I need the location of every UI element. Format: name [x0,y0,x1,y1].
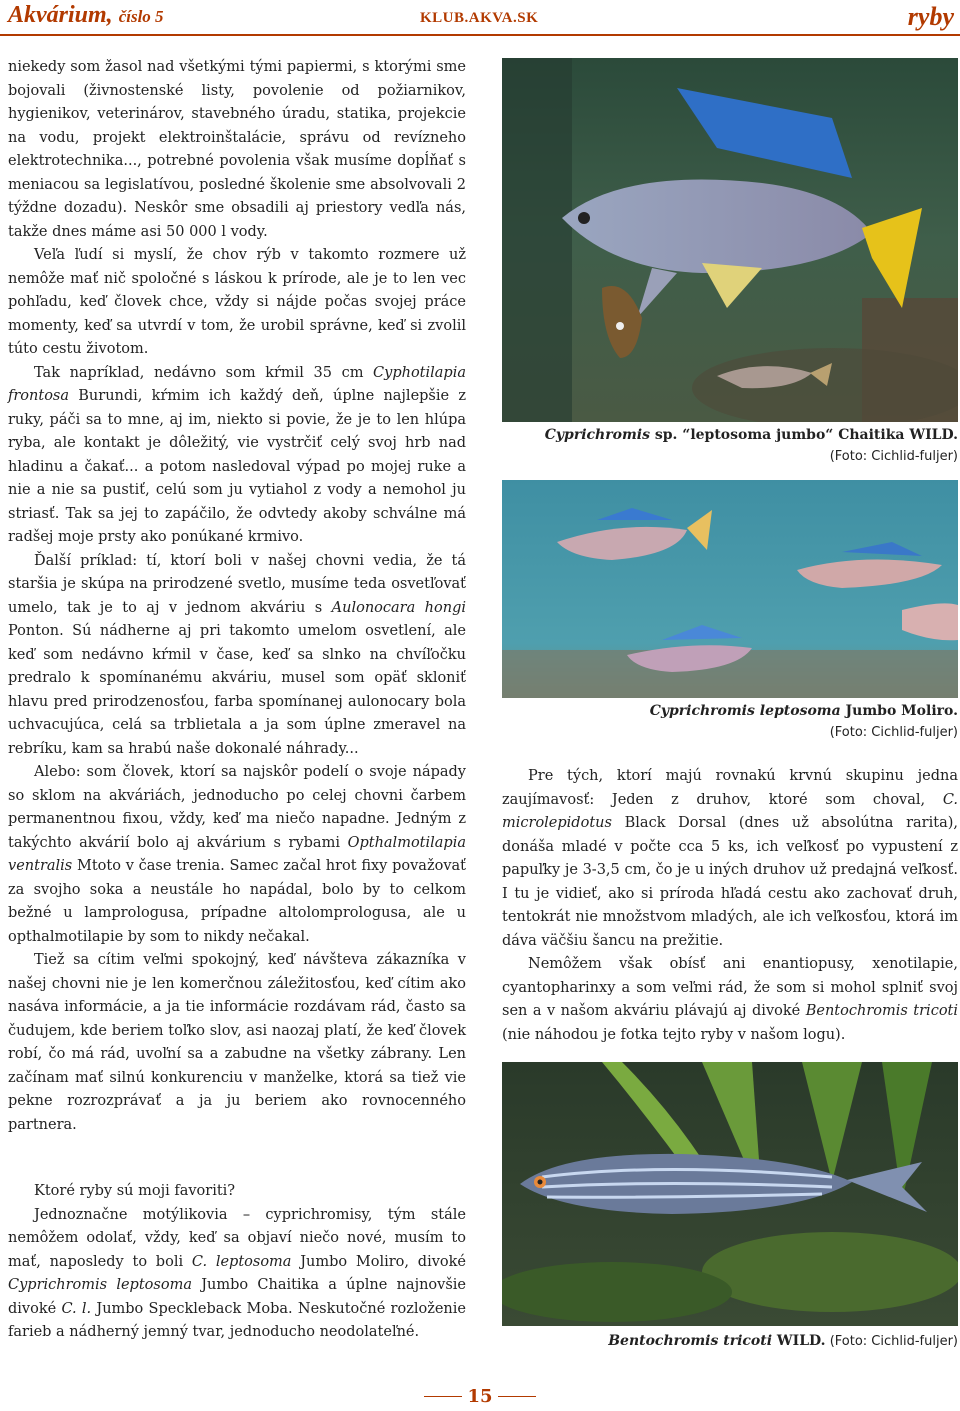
paragraph: Tiež sa cítim veľmi spokojný, keď návšteva zákazníka v našej chovni nie je len komerčnou záležitosťou, keď cítim ako nasáva informácie, a ja tie informácie rozdávam rád, často sa čudujem, kde beriem toľko slov, asi naozaj platí, že keď človek robí, čo má rád, uvoľní sa a zabudne na všetky zábrany. Len začínam mať silnú konkurenciu v manželke, ktorá sa tiež vie pekne rozrozprávať a ja ju beriem ako rovnocenného partnera. [8,952,466,1133]
paragraph: Tak napríklad, nedávno som kŕmil 35 cm Cyphotilapia frontosa Burundi, kŕmim ich každý deň, úplne najlepšie z ruky, páči sa to mne, aj im, niekto si povie, že je to len hlúpa ryba, ale kontakt je dôležitý, vie vystrčiť celý svoj hrb nad hladinu a čakať... a potom nasledoval výpad po mojej ruke a nie a nie sa pustiť, celú som ju vytiahol z vody a nemohol ju striasť. Tak sa jej to zapáčilo, že odvtedy akoby schválne má radšej moje prsty ako ponúkané krmivo. [8,364,466,545]
header-divider [0,34,960,36]
paragraph: Veľa ľudí si myslí, že chov rýb v takomto rozmere už nemôže mať nič spoločné s láskou k prírode, ale je to len vec pohľadu, keď človek chce, vždy si nájde počas svojej práce momenty, keď sa utvrdí v tom, že urobil správne, keď si zvolil túto cestu životom. [8,247,466,357]
paragraph: Nemôžem však obísť ani enantiopusy, xenotilapie, cyantopharinxy a som veľmi rád, že som si mohol splniť svoj sen a v našom akváriu plávajú aj divoké Bentochromis tricoti (nie náhodou je fotka tejto ryby v našom logu). [502,956,959,1043]
left-column-text [8,56,466,1137]
right-column-text [502,765,958,1047]
paragraph: Alebo: som človek, ktorí sa najskôr podelí o svoje nápady so sklom na akváriách, jednoducho po celej chovni čarbem permanentnou fixou, vždy, keď ma niečo napadne. Jedným z takýchto akvárií bolo aj akvárium s rybami Opthalmotilapia ventralis Mtoto v čase trenia. Samec začal hrot fixy považovať za svojho soka a neustále ho napádal, bolo by to celkom bežné u lamprologusa, prípadne altolomprologusa, ale u opthalmotilapie by som to nikdy nečakal. [8,764,466,945]
question: Ktoré ryby sú moji favoriti? [34,1183,236,1199]
favorites-text [8,1180,466,1345]
page-number: 15 [467,1386,493,1407]
magazine-title: Akvárium, číslo 5 [8,2,164,28]
paragraph: Jednoznačne motýlikovia – cyprichromisy, tým stále nemôžem odolať, vždy, keď sa objaví niečo nové, musím to mať, naposledy to boli C. leptosoma Jumbo Moliro, divoké Cyprichromis leptosoma Jumbo Chaitika a úplne najnovšie divoké C. l. Jumbo Speckleback Moba. Neskutočné rozloženie farieb a nádherný jemný tvar, jednoducho neodolateľné. [8,1206,466,1340]
caption-photo-1: Cyprichromis sp. “leptosoma jumbo“ Chaitika WILD. (Foto: Cichlid-fuljer) [544,427,958,464]
site-name: KLUB.AKVA.SK [420,10,539,26]
photo-cyprichromis-chaitika [502,58,958,422]
caption-photo-2: Cyprichromis leptosoma Jumbo Moliro. (Foto: Cichlid-fuljer) [649,703,958,740]
page-number-line-right [498,1396,536,1397]
paragraph: Pre tých, ktorí majú rovnakú krvnú skupinu jedna zaujímavosť: Jeden z druhov, ktoré som choval, C. microlepidotus Black Dorsal (dnes už absolútna rarita), donáša mladé v počte cca 5 ks, ich veľkosť po vypustení z papuľky je 3-3,5 cm, čo je u iných druhov už predajná veľkosť. I tu je vidieť, ako si príroda hľadá cestu ako zachovať druh, tentokrát nie množstvom mladých, ale ich veľkosťou, ktorá im dáva väčšiu šancu na prežitie. [502,768,958,949]
caption-photo-3: Bentochromis tricoti WILD. (Foto: Cichlid-fuljer) [608,1333,958,1349]
paragraph: niekedy som žasol nad všetkými tými papiermi, s ktorými sme bojovali (živnostenské listy, povolenie od požiarnikov, hygienikov, veterinárov, stavebného úradu, statika, projekcie na vodu, projekt elektroinštalácie, správu od revízneho elektrotechnika..., potrebné povolenia však musíme dopĺňať s meniacou sa legislatívou, posledné školenie sme absolvovali 2 týždne dozadu). Neskôr sme obsadili aj priestory vedľa nás, takže dnes máme asi 50 000 l vody. [8,59,466,240]
page-header [0,0,960,36]
photo-cyprichromis-moliro [502,480,958,698]
paragraph: Ďalší príklad: tí, ktorí boli v našej chovni vedia, že tá staršia je skúpa na prirodzené svetlo, musíme teda osvetľovať umelo, tak je to aj v jednom akváriu s Aulonocara hongi Ponton. Sú nádherne aj pri takomto umelom osvetlení, ale keď som nedávno kŕmil v čase, keď sa slnko na chvíľočku predralo k spomínanému akváriu, musel som opäť skloniť hlavu pred prirodzenosťou, farba spomínanej aulonocary bola uchvacujúca, celá sa trblietala a ja som úplne zmeravel na rebríku, kam sa hrabú naše dokonalé náhrady... [8,552,466,757]
section-name: ryby [907,2,954,31]
photo-bentochromis-tricoti [502,1062,958,1326]
